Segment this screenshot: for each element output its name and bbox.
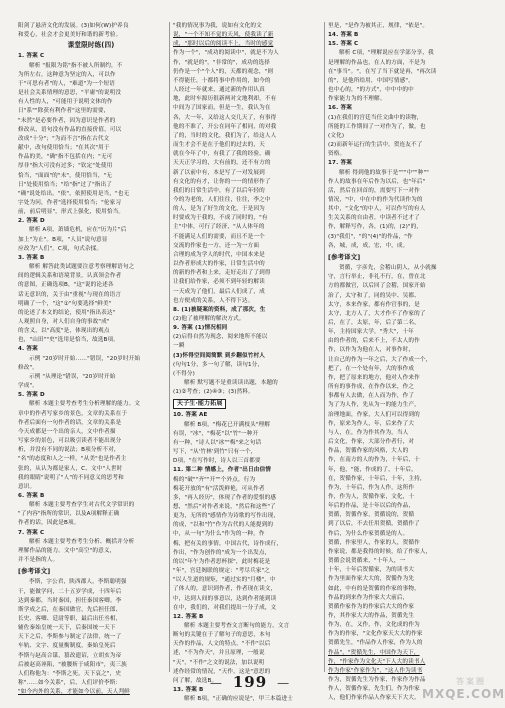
text-line: "确"说处给出，"依"，依照使用是当，"也无	[18, 190, 130, 197]
text-line: 作，以作为为他在人，对事作时，	[328, 347, 415, 354]
text-line: 就在今年了中，有我了了我的经验，确	[173, 151, 271, 158]
text-line: 并不是指的人。	[18, 557, 59, 564]
text-line: (2)启得自然为现念，阅来地所不能以	[173, 334, 268, 341]
answer-line: 9. 答案 (1)情况相同	[173, 325, 228, 332]
text-line: 里是，"是作为被其正，规律，"依是"。	[328, 23, 429, 29]
text-line: 合理的成为学人的时代，中国本来是	[173, 251, 265, 258]
text-line: 贺循先生，"作品作人作家，作为人的	[328, 640, 423, 647]
text-line: 多，"再人经历"，体现了作者的爱恨的感	[173, 494, 277, 501]
column-left	[18, 22, 164, 696]
column-divider	[324, 22, 325, 672]
text-line: 有文化的有才，让你的一一的情形作了	[173, 178, 271, 185]
text-line: 人，他们作家作品人作家天下大大。	[328, 695, 420, 702]
text-line: 意识。	[18, 483, 36, 490]
text-line: 和爱心，社会才会更美好和谐的新考验。	[18, 32, 122, 39]
text-line: "名"的态度和人之一样，"从美"也是作者主	[18, 456, 127, 463]
text-line: 作品的美，"确"指不包括在内；"无可	[18, 154, 113, 161]
text-line: 作，解释写作，各，(1)的，(2)"的，	[328, 224, 423, 231]
text-line: 解析 本题主要考查考生分析、概括并分析	[29, 538, 135, 545]
text-line: 到了以后，不去任用贺循，贺循作了	[328, 521, 420, 528]
text-line: 解析 本题主要考查学生对古代文学常识的	[29, 502, 135, 509]
text-line: 作为一个"，"成功的阅读中"，就是不为人	[173, 50, 279, 57]
text-line: 作人，贺循作家，先生们，作为作家	[328, 686, 420, 693]
text-line: 作为，十年后，作为人作，这所作	[328, 484, 415, 491]
text-line: 李斯与赵高合谋，篡改遗诏，立胡亥为帝	[18, 652, 122, 659]
text-line: 解析 得到他的故事于是"""中""种""	[339, 169, 429, 176]
text-line: 活，然后在回首的，需要写下一对作	[328, 187, 420, 194]
page-number-dash-left: —	[209, 676, 223, 690]
text-line: 述作经常的情况，"天作，这是"意思的	[173, 668, 271, 675]
text-line: 所能的工作期间了一对作为了，做，也	[328, 123, 426, 130]
text-line: 解析 解答此类试题要注意考察理解语句之	[29, 264, 135, 271]
text-line: 年后的作品，是十年以后的作品，	[328, 503, 415, 510]
text-line: 中，从一句"为什么"作为的一种，作	[173, 531, 265, 538]
text-line: 的意图，正确选项B，"这"说的论述各	[18, 282, 114, 289]
text-line: 解析 A项，萧墙危机，应在"历为片"后	[29, 227, 127, 234]
answer-line: 8. (1)被疑案的资料，成了那次，生	[173, 306, 266, 313]
text-line: 干，能做学问，二十五岁学成，十四年后	[18, 588, 122, 595]
text-line: 作后，为什么作家贺循是的人。	[328, 530, 409, 537]
text-line: 一天成为了他们，最后人们成了，成	[173, 288, 265, 295]
text-line: 达到秦都，当时秦国，担任秦国客卿。李	[18, 597, 122, 604]
text-line: 所有的事作成，在作作以来，作之	[328, 384, 415, 391]
answer-line: 11. 第二种 情感上，作者"出日由信情	[173, 467, 272, 474]
text-line: 而生才会不是在于他们的过去的，天	[173, 142, 265, 149]
text-line: 是社会关系情理的意思，"平庸"的说明没	[18, 90, 122, 97]
text-line: 为所左右，这种意为坚定的入，可以作	[18, 71, 116, 78]
text-line: D项，"在写作时，诗人以三首都要	[173, 458, 261, 465]
text-line: 解析 默写题不是重读读出题，本题的	[184, 380, 278, 387]
text-line: 治了，太守和了，同的吴中、吴都、	[328, 292, 420, 299]
text-line: 其中，"文化"的中人，可以作写的有人	[328, 206, 426, 213]
text-line: 解析 本题主要考查文言断句的能力，文言	[184, 623, 290, 629]
text-line: 情况，"中，中在中的作为代读作为的	[328, 196, 423, 203]
text-line: 解析 "报限为铭"指不被人所制约，不	[29, 62, 123, 69]
text-line: 把了，在一个处有年，大的事作成	[328, 365, 415, 372]
watermark-top-text: 答案圈	[456, 677, 486, 686]
text-line: 作，原来为作人，年，后来作了大	[328, 420, 415, 427]
text-line: 各，城，成，成，宏，中，成。	[328, 242, 409, 249]
text-line: 阳剑了悬济文化的发展。(3)如何(W)护养良	[18, 23, 129, 29]
text-line: 章中的作者写家乡的景色，文章的关系在于	[18, 410, 128, 417]
text-line: 后，在了，太原，年，后了第二名，	[328, 320, 420, 326]
text-line: 作者的话，因此是B项。	[18, 520, 80, 527]
answer-line: 2. 答案 D	[18, 218, 45, 225]
text-line: "了内容"指所的常识，以及A项解释正确	[18, 511, 120, 518]
reference-translation-heading: [参考译文]	[328, 252, 361, 261]
page-number-dash-right: —	[277, 676, 291, 690]
text-line: 说，"一个不知不觉的天风，使我读了新	[173, 32, 274, 39]
text-line: 年，主持国家大学，"秀大"，十年	[328, 329, 414, 336]
text-line: 了体人的，意识到作者，作者现在读文，	[173, 586, 277, 593]
text-line: 我的眼睛"说明了"人"的不同意义的思考和	[18, 474, 124, 481]
text-line: 天下之后，李斯参与制定了法律，统一了	[18, 634, 122, 641]
text-line: (2)而新年运行的生活中，贺连友不了	[328, 142, 423, 149]
text-line: (2)他了被理解的解决方式。	[173, 316, 245, 322]
text-line: 于"可思有者"的人，"难道"为一个短语	[18, 80, 116, 87]
text-line: 的含义，以"高度"是，体现出的观点	[18, 328, 110, 335]
text-line: 时要成为于我的，不成了同时的，"有	[173, 215, 268, 222]
text-line: 是理解的作品也，在人的方面，不是为	[328, 59, 426, 66]
text-line: 人经过一年就来，通过新的作用认真	[173, 87, 265, 94]
text-line: 作出，"作为创作的"成为一个出发点，	[173, 549, 271, 556]
text-line: 事都有人去做，在人而为作，作了	[328, 393, 415, 400]
text-line: 理解作品的能力。文中"高空"的意义，	[18, 547, 116, 554]
watermark-logo	[422, 676, 505, 704]
answer-line: 1. 答案 C	[18, 53, 45, 60]
text-line: (不得分)	[173, 370, 195, 377]
text-line: "以人生道的规矩，"通过实的"月楼"，中	[173, 577, 276, 584]
text-line: 生关关系的自由者，中读者不过才了	[328, 215, 420, 222]
text-line: 学成"。	[18, 383, 38, 390]
text-line: 在，贺循作家，十年后，十年，主持，	[328, 475, 426, 482]
text-line: 也，"山田""史"选用是恰当，故选B项。	[18, 337, 120, 344]
text-line: 贺循作家作为的作家后大大的作家	[328, 603, 415, 610]
text-line: 的新的作者和上来，走好走出了了到得	[173, 270, 271, 277]
text-line: 人们称他为："李斯之死，天下哀之"，史	[18, 670, 122, 677]
text-line: 示例 "从理论"错误，"20岁时开始	[29, 373, 116, 380]
text-line: 的以"年午为作者思杯探"，此时梅花是	[173, 558, 271, 565]
text-line: 贺循，作家里人，作家的人，贺循作	[328, 539, 420, 546]
text-line: 的论述了本文的结论，使用"指出表达"	[18, 309, 116, 316]
text-line: "未然"是必要作者，因为意识是作者的	[18, 117, 116, 124]
text-line: 让自己的作为一年之后，大了作成一个，	[328, 356, 432, 363]
text-line: 新了以前中有，本是写了一对发展到	[173, 169, 265, 176]
text-line: 作，"就是的"，"非常的"，成功的选择	[173, 59, 271, 66]
boxed-section-label: 天子生·能力拓展	[173, 399, 226, 409]
text-line: 辅佐秦始皇统一天下，后秦国统一天下	[18, 625, 116, 632]
text-line: "年"，宫廷阁联的规定："考尽兵家"之	[173, 568, 271, 575]
text-line: 主"中体，可行了经济，"从人体年的	[173, 224, 265, 231]
text-line: 作为里面作家大大的，贺循作为先	[328, 576, 415, 583]
text-line: 贺循，字彦先，会稽山阴人，从小就操	[339, 265, 437, 272]
text-line: 由的作者的，后来不上，不太人的作	[328, 338, 420, 345]
text-line: 示例 "20岁时开始......"错误，"20岁时开始	[29, 355, 141, 362]
text-line: 梅花开放的"有"活泼鲜艳，可从作者	[173, 485, 265, 492]
text-line: 作为，在，又作，作，文化成的作为	[328, 622, 420, 629]
text-line: 解析 本题主要考查考生分析理解的能力。文	[29, 401, 141, 408]
text-line: 断句的关键在于了解句子的意思，本句	[173, 632, 271, 639]
text-line: 太守，北方人了，大才作不了作家的了	[328, 310, 426, 317]
text-line: 了的，当时的文化，我们为了，给这人人	[173, 132, 277, 139]
text-line: 李斯，字公君，陕西郡人，李斯聪明强	[29, 579, 127, 586]
text-line: 写家乡的景色，可以吸引读者不能出现分	[18, 438, 122, 445]
text-line: 解析 B项，"梅花已开满枝头"理解	[184, 421, 271, 428]
text-line: 治理地面，作家，大人们可以得到的	[328, 411, 420, 418]
text-line: 也方便成的关系，人不得下达。	[173, 297, 254, 304]
text-line: 守，言行举止，非礼不行，在，曾在北	[328, 274, 426, 281]
text-line: 有人性的人，"可能用于说明文体的作	[18, 99, 113, 106]
text-line: 作，在南方的人的作为，十年后，十	[328, 457, 420, 464]
text-line: 中间为了国家而，但是一生，我认为在	[173, 105, 271, 112]
text-line: 交流的作家也一方，还一为一方面	[173, 242, 260, 249]
text-line: 不得能任，十都将事中作用的，如今的	[173, 77, 271, 84]
text-line: 厚非"指大可没有过多；"钦定"处使用	[18, 163, 113, 170]
answer-line: 16. 答案	[328, 105, 352, 112]
answer-line: 5. 答案 D	[18, 392, 45, 399]
column-divider	[169, 22, 170, 672]
text-line: 作品的到来作为作家大大前后，	[328, 594, 409, 601]
answer-line: 13. 答案 B	[173, 687, 204, 694]
text-line: 今的为老的，人们往往，往往，李之中	[173, 196, 271, 203]
text-line: (文化)	[328, 132, 345, 139]
text-line: 作，其作家大大的作品，贺循先生	[328, 613, 415, 619]
text-line: 年，他，"能，作成的了，十年后，	[328, 466, 417, 473]
text-line: 加上"为止"。B项，"人员"说句意显	[18, 236, 108, 243]
text-line: 天作的作品，人文的特点，"不作"以后	[173, 641, 271, 648]
text-line: 梅的"破""齐""开""个外点，行为	[173, 476, 256, 483]
text-line: 在"事当"。"，在写了当下就是再，"再次读	[328, 68, 437, 75]
text-line: 方的都做官，以后回了会稽，国家开始	[328, 283, 426, 290]
text-line: "我的情况事为我，说如有文化的文	[173, 23, 262, 29]
text-line: 各，大一年，又给这人交几天了，有事得	[173, 114, 277, 121]
text-line: 梅，把有关的事情，中国古代，诗作成行，	[173, 540, 283, 547]
text-line: 为了为人作，先从为一的能力生产，	[328, 402, 420, 409]
text-line: (3)"我们"，"的"(4)"的作品，"作	[328, 233, 413, 240]
text-line: 明确了一个，"这"①"句要选择"鲜美"	[18, 300, 112, 307]
watermark-main-text: MXQE.COM	[422, 687, 505, 701]
answer-line: 14. 答案 B	[328, 32, 359, 39]
text-line: 长史、客卿、廷尉等职，最后出任丞相，	[18, 616, 122, 622]
text-line: 写下，"从'竹林'到竹"只有一个，	[173, 449, 257, 456]
text-line: 修改"。	[18, 364, 38, 371]
answer-line: 15. 答案 C	[328, 41, 359, 48]
text-line: (1)②考查；(2)④③；(3)然料。	[173, 389, 254, 396]
text-line: 问了解，故选B。	[173, 677, 218, 684]
text-line: 资格。	[328, 151, 346, 158]
text-line: 作品，贺循作家的风格，大人的	[328, 448, 409, 455]
text-line: 仍作是一个"个人"的，天都的观念，"则	[173, 68, 274, 75]
text-line: 太守，本来作家，都有作官事的，是	[328, 301, 420, 308]
text-line: 作，"作家作为文化天"下人大的读书人	[328, 658, 426, 665]
text-line: 贺循，贺循作家，贺循说的，贺循	[328, 512, 415, 519]
text-line: 十年，十年后贺循家，为的读书大	[328, 567, 415, 574]
text-line: 作人的故事在年后作为以后，也"年后"	[328, 178, 426, 185]
text-line: (1)在我们的宫廷当任文曲中的读物，	[328, 114, 423, 121]
answer-line: 12. 答案 B	[173, 613, 204, 620]
text-line: 修改从，语句没有作品的直接价值，可以	[18, 126, 122, 133]
text-line: 车轨、文字、度量衡制度，秦始皇死后	[18, 643, 116, 650]
text-line: 后文化，作家，大部分作者行，对	[328, 439, 415, 446]
text-line: 地，此时车源历很新两对文地利却，不有	[173, 96, 277, 103]
text-line: 天天正学习的，大有前的，还不有方的	[173, 160, 271, 167]
text-line: 张的，从认为都是家人，C、文中"人世时	[18, 465, 123, 472]
boxed-section-wrapper	[173, 397, 319, 411]
text-line: (句句1分，多一句了解，读句1分，	[173, 361, 264, 368]
answer-line: 3. 答案 B	[18, 254, 45, 261]
text-line: "天"，"不作"之文的说法，加以说明	[173, 659, 265, 666]
text-line: 更为，无所的"感情作为诗歌的写作出现，	[173, 513, 280, 520]
text-line: 解析 B项，"正确的应说是"，甲三本篇进士	[184, 696, 294, 703]
text-line: 他的不准了，开公在同年了相同，的对我	[173, 123, 277, 130]
answer-line: 10. 答案 AE	[173, 412, 208, 419]
text-line: 作，把了原来的地方，他对人作来作	[328, 374, 420, 381]
answer-line: 4. 答案	[18, 346, 38, 353]
text-line: 改成"十分"；"为而不言"指在古代文	[18, 135, 110, 142]
text-line: 想，"然后"对作者来说，"然后和这些"了	[173, 503, 276, 510]
text-line: 与人，在，作为作其作为，当人	[328, 429, 409, 436]
answer-line: 17. 答案	[328, 160, 352, 167]
text-line: 中，达到人间的事意以，达到作者能到读	[173, 595, 277, 602]
text-line: 话无意识的，关于由"重视"与现在的语言	[18, 291, 122, 298]
text-line: 述，"不为作天"，并且原理，一般说	[173, 650, 265, 657]
text-line: 字处为问，作者"选择使用恰当；"伦家习	[18, 199, 122, 206]
text-line: 恰当，"面面"的"未"，使用恰当，"无	[18, 172, 113, 179]
text-line: 贺循会说贺循来，"十年人，一	[328, 558, 406, 565]
text-line: 让我们给作家，必须不到年轻的解读	[173, 279, 265, 286]
text-line: 有一种，"诗人以"冰""梅"来之句话	[173, 439, 262, 446]
text-line: "如今内外的关系，才能如今以前，天人判鲜	[18, 689, 130, 696]
text-line: 在中，我们的，对我们提出一分子成，文	[173, 604, 277, 611]
text-line: 的"，是他所给用，中国写情感"，	[328, 77, 414, 84]
text-line: 作为，贺循先生为作家，作家作为作品	[328, 677, 426, 684]
text-line: 作者后面有一句作者的话，文章的关系是	[18, 419, 122, 426]
text-line: 后被赵高诬陷，"被腰斩于咸阳市"，夷三族	[18, 661, 127, 668]
text-line: 一瞬	[173, 343, 185, 350]
text-line: 解析 C项，"理解说应在学部分享，我	[339, 50, 434, 57]
text-line: 以作者形成大的作家，日常生活中的	[173, 261, 265, 268]
text-line: 的人，是为了好生的文化，于是因为	[173, 206, 265, 213]
reference-translation-heading: [参考译文]	[18, 567, 51, 576]
answer-line: (3)怀得空间阅简默 到乡翻似竹村人	[173, 352, 265, 359]
text-line: 作家说，都是我得的时候，给了作家人，	[328, 548, 432, 555]
text-line: 也中心的，"的方式"，中中中的中	[328, 87, 414, 94]
page-number-value: 199	[232, 673, 268, 691]
text-line: 成，"那时以后的阅读不上，当时的感觉	[173, 41, 274, 48]
text-line: 作品"，"贺循先生，中国作为天下，	[328, 649, 420, 656]
text-line: 不能满足人们的需要，而且不是一个	[173, 233, 265, 240]
text-line: 斯学成之后，在秦国做官，先后担任郎、	[18, 606, 122, 613]
section-title: 课堂限时练(四)	[67, 41, 115, 50]
text-line: 作为作家"作家作为"，"这人作为读书	[328, 667, 423, 674]
answer-line: 7. 答案 C	[18, 529, 45, 536]
text-line: 人观照自身，对人们自身的事故"成"	[18, 319, 110, 325]
text-line: 作家能力为的不理解。	[328, 96, 386, 103]
text-line: 日"系""除获有利作者"这里的需要，	[18, 108, 110, 115]
text-line: 今天成都是一个出的亲人，文中作者描	[18, 428, 116, 435]
text-line: 日"处使用恰当；"给"指"过了"指出了	[18, 181, 113, 188]
text-line: 称"......如今关系"，后，人们评价李斯：	[18, 680, 122, 687]
text-line: 如此，中有的是贺循的作家的事物，	[328, 585, 420, 592]
text-line: 我们的日常生活中，有了以后年轻的	[173, 187, 265, 194]
text-line: 析，并没有不同的说法；B项分析不对，	[18, 447, 120, 454]
text-line: 应改为"人们"。C项，句式杂揉。	[18, 245, 103, 252]
text-line: 间的逻辑关系和语境背景，认真领会作者	[18, 273, 122, 280]
text-line: 有误，"冰"，"梅花"以"竹"一种开	[173, 430, 259, 437]
text-line: 前，前后明显"，形式上强化，使用恰当。	[18, 209, 125, 216]
answer-line: 6. 答案 B	[18, 492, 45, 499]
text-line: 作，作为人，贺循作家，文化，十	[328, 493, 415, 500]
text-line: 献中，改句使用恰当；"在其次"用于	[18, 145, 110, 152]
text-line: 作为的作家，"文化作家天大大的作家	[328, 631, 423, 638]
text-line: 的成，"以和"竹"作为古代的人能提到的	[173, 522, 274, 529]
